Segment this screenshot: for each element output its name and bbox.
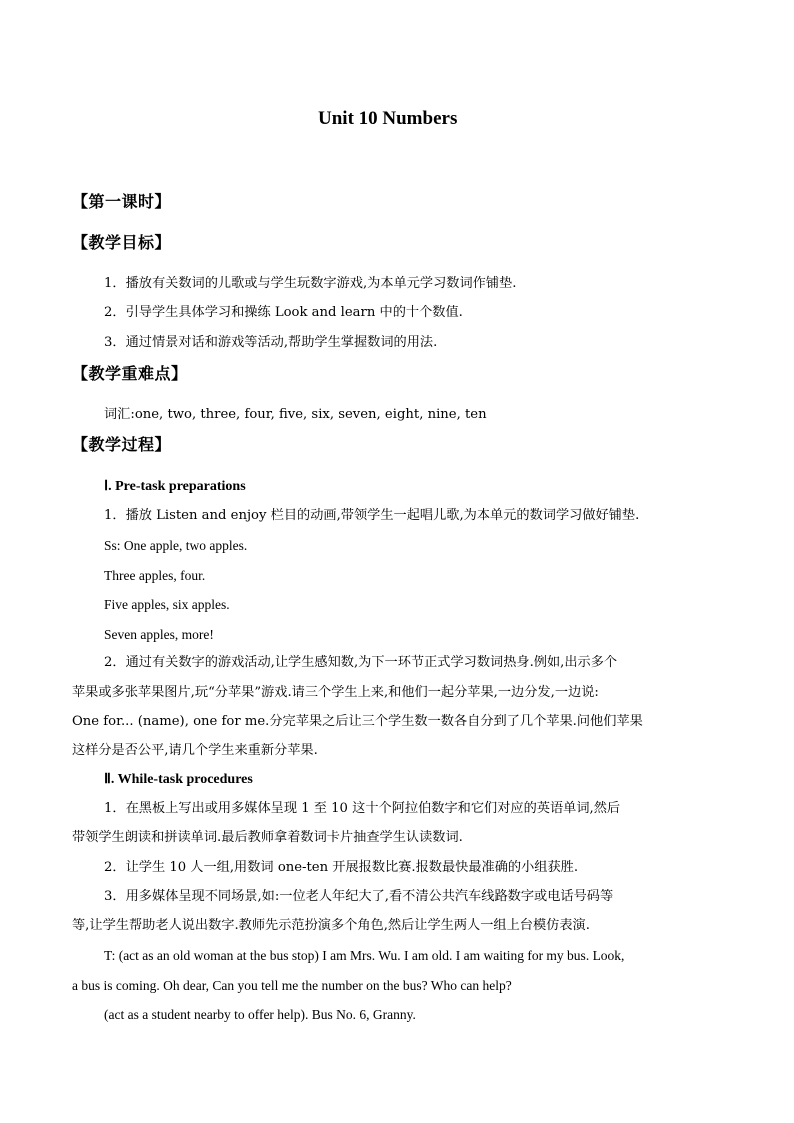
pre-task-title: Ⅰ. Pre-task preparations: [104, 479, 246, 494]
pre-task-step-2-line: 这样分是否公平,请几个学生来重新分苹果.: [72, 743, 318, 758]
pre-task-step-1: 1．播放 Listen and enjoy 栏目的动画,带领学生一起唱儿歌,为本单元的数词学习做好铺垫.: [104, 508, 640, 523]
objectives-heading: 【教学目标】: [72, 233, 172, 252]
while-task-step-1-line: 带领学生朗读和拼读单词.最后教师拿着数词卡片抽查学生认读数词.: [72, 830, 463, 845]
pre-task-step-2-line: 苹果或多张苹果图片,玩“分苹果”游戏.请三个学生上来,和他们一起分苹果,一边分发,一边说:: [72, 685, 599, 700]
while-task-step-3-line: 等,让学生帮助老人说出数字.教师先示范扮演多个角色,然后让学生两人一组上台模仿表演.: [72, 918, 590, 933]
song-line: Seven apples, more!: [104, 627, 214, 642]
lesson-marker: 【第一课时】: [72, 192, 172, 211]
objective-item: 2．引导学生具体学习和操练 Look and learn 中的十个数值.: [104, 305, 463, 320]
song-line: Five apples, six apples.: [104, 597, 230, 612]
dialogue-line: (act as a student nearby to offer help). Bus No. 6, Granny.: [104, 1007, 416, 1022]
pre-task-step-2-line: One for... (name), one for me.分完苹果之后让三个学生数一数各自分到了几个苹果.问他们苹果: [72, 714, 643, 729]
page-title: Unit 10 Numbers: [318, 108, 458, 129]
process-heading: 【教学过程】: [72, 435, 172, 454]
while-task-step-3-line: 3．用多媒体呈现不同场景,如:一位老人年纪大了,看不清公共汽车线路数字或电话号码等: [104, 889, 614, 904]
vocabulary-line: 词汇:one, two, three, four, five, six, seven, eight, nine, ten: [104, 407, 487, 422]
song-line: Ss: One apple, two apples.: [104, 538, 248, 553]
pre-task-step-2-line: 2．通过有关数字的游戏活动,让学生感知数,为下一环节正式学习数词热身.例如,出示多个: [104, 655, 618, 670]
dialogue-line: T: (act as an old woman at the bus stop) I am Mrs. Wu. I am old. I am waiting for my bus. Look,: [104, 948, 625, 963]
dialogue-line: a bus is coming. Oh dear, Can you tell me the number on the bus? Who can help?: [72, 978, 512, 993]
key-points-heading: 【教学重难点】: [72, 364, 188, 383]
while-task-step-1-line: 1．在黑板上写出或用多媒体呈现 1 至 10 这十个阿拉伯数字和它们对应的英语单词,然后: [104, 801, 621, 816]
objective-item: 1．播放有关数词的儿歌或与学生玩数字游戏,为本单元学习数词作铺垫.: [104, 276, 517, 291]
while-task-title: Ⅱ. While-task procedures: [104, 772, 253, 787]
while-task-step-2: 2．让学生 10 人一组,用数词 one-ten 开展报数比赛.报数最快最准确的小组获胜.: [104, 860, 579, 875]
objective-item: 3．通过情景对话和游戏等活动,帮助学生掌握数词的用法.: [104, 335, 438, 350]
song-line: Three apples, four.: [104, 568, 206, 583]
